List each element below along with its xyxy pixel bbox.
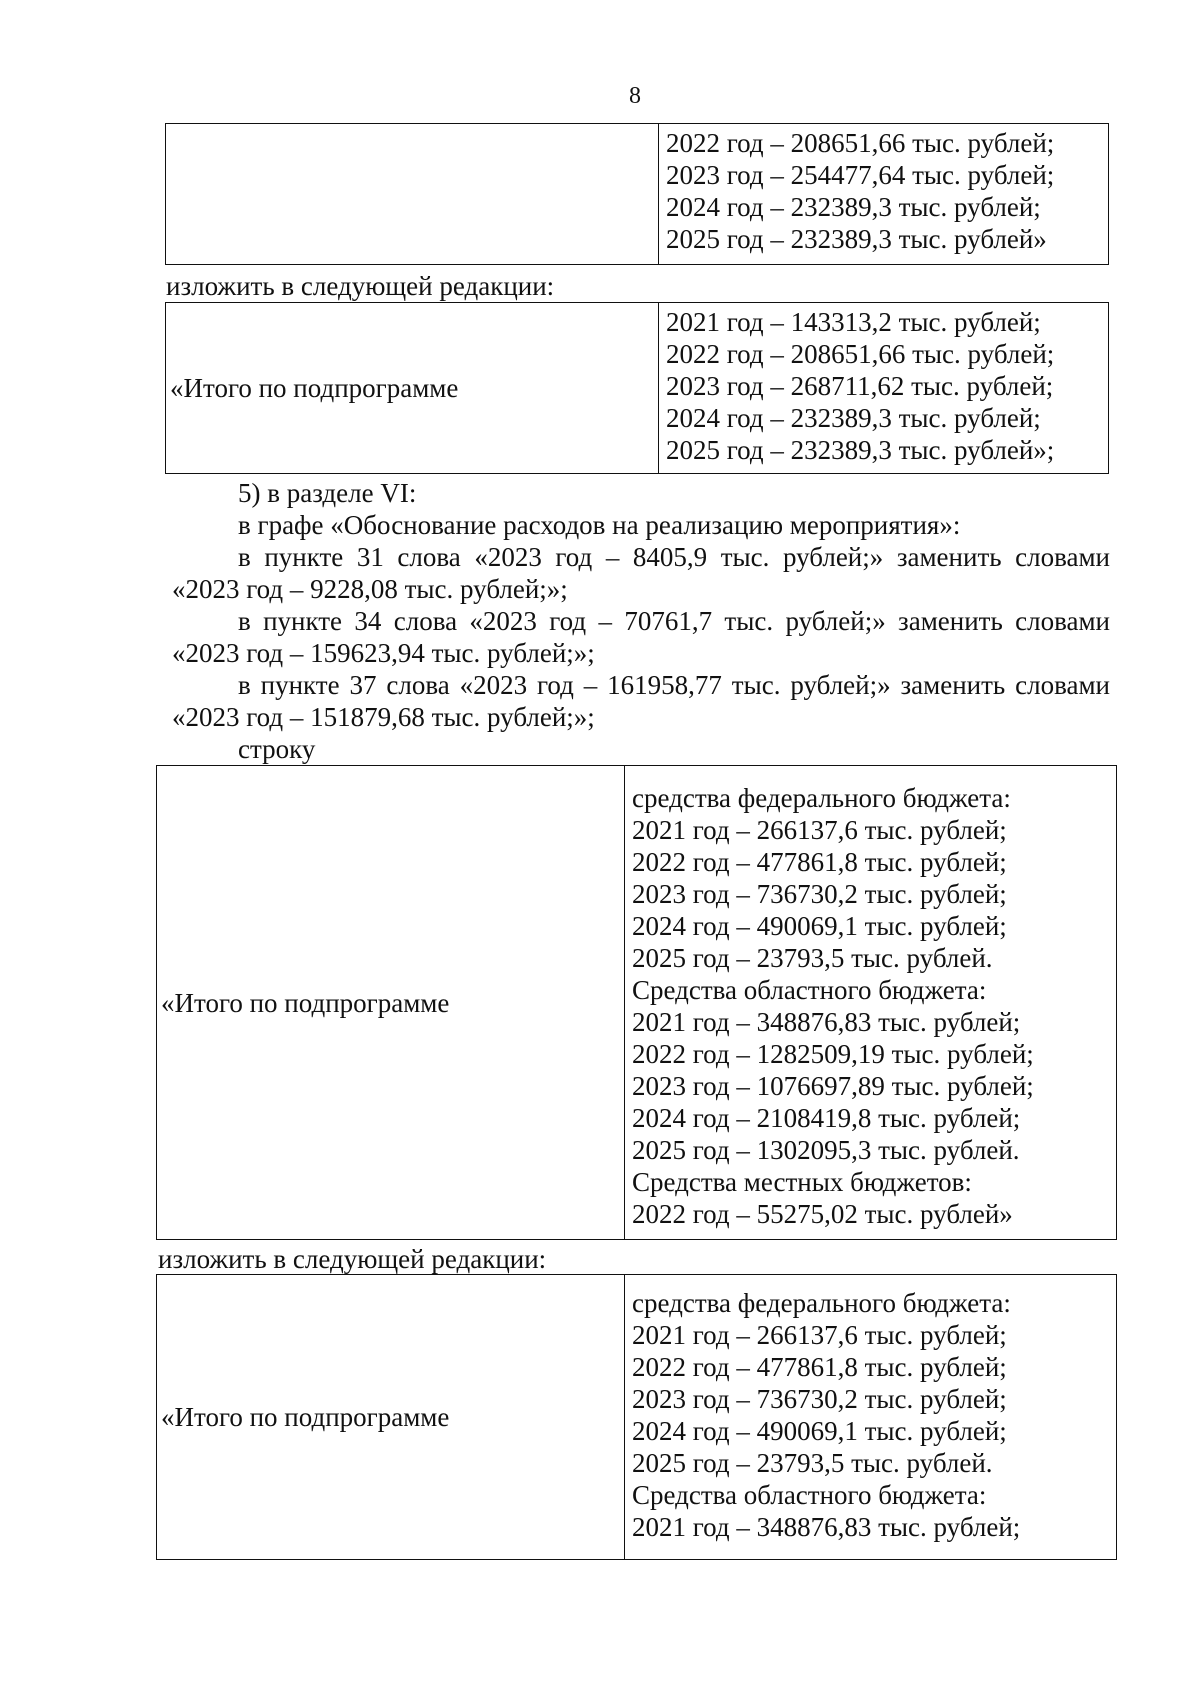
subprogram-total-label: «Итого по подпрограмме: [157, 766, 625, 1240]
budget-line: 2025 год – 23793,5 тыс. рублей.: [632, 1448, 993, 1478]
budget-line: 2022 год – 208651,66 тыс. рублей;: [666, 128, 1055, 158]
budget-line: 2025 год – 1302095,3 тыс. рублей.: [632, 1135, 1020, 1165]
table-new-totals: [165, 302, 1109, 474]
table-new-budget: [156, 1274, 1117, 1560]
budget-line: 2023 год – 736730,2 тыс. рублей;: [632, 1384, 1007, 1414]
budget-line: 2025 год – 232389,3 тыс. рублей»;: [666, 435, 1055, 465]
subprogram-total-label: «Итого по подпрограмме: [166, 303, 659, 474]
budget-line: 2024 год – 232389,3 тыс. рублей;: [666, 403, 1041, 433]
replace-instruction: изложить в следующей редакции:: [166, 271, 555, 301]
paragraph-line: в пункте 31 слова «2023 год – 8405,9 тыс. рублей;» заменить словами: [238, 542, 1110, 572]
budget-line: 2023 год – 268711,62 тыс. рублей;: [666, 371, 1054, 401]
budget-line: Средства областного бюджета:: [632, 975, 987, 1005]
table-left-cell: [166, 124, 659, 265]
paragraph-37: [172, 669, 1110, 733]
subprogram-total-label: «Итого по подпрограмме: [157, 1275, 625, 1560]
section-heading: 5) в разделе VI:: [238, 478, 417, 508]
paragraph-34: [172, 605, 1110, 669]
budget-line: 2024 год – 490069,1 тыс. рублей;: [632, 1416, 1007, 1446]
table-old-budget: [156, 765, 1117, 1240]
budget-line: 2021 год – 266137,6 тыс. рублей;: [632, 815, 1007, 845]
budget-line: 2021 год – 266137,6 тыс. рублей;: [632, 1320, 1007, 1350]
table-right-cell: [625, 766, 1117, 1240]
budget-line: 2022 год – 477861,8 тыс. рублей;: [632, 1352, 1007, 1382]
budget-line: 2024 год – 232389,3 тыс. рублей;: [666, 192, 1041, 222]
budget-line: Средства местных бюджетов:: [632, 1167, 972, 1197]
budget-line: 2024 год – 2108419,8 тыс. рублей;: [632, 1103, 1021, 1133]
budget-line: 2021 год – 143313,2 тыс. рублей;: [666, 307, 1041, 337]
budget-line: 2022 год – 208651,66 тыс. рублей;: [666, 339, 1055, 369]
budget-line: 2024 год – 490069,1 тыс. рублей;: [632, 911, 1007, 941]
table-right-cell: [659, 303, 1109, 474]
budget-line: 2023 год – 1076697,89 тыс. рублей;: [632, 1071, 1034, 1101]
stroku-label: строку: [238, 734, 316, 764]
table-old-totals: [165, 123, 1109, 265]
budget-line: 2022 год – 1282509,19 тыс. рублей;: [632, 1039, 1034, 1069]
paragraph-line: «2023 год – 151879,68 тыс. рублей;»;: [172, 702, 595, 732]
budget-line: 2022 год – 55275,02 тыс. рублей»: [632, 1199, 1013, 1229]
paragraph-line: «2023 год – 9228,08 тыс. рублей;»;: [172, 574, 568, 604]
budget-line: 2022 год – 477861,8 тыс. рублей;: [632, 847, 1007, 877]
budget-line: 2025 год – 232389,3 тыс. рублей»: [666, 224, 1047, 254]
column-note: в графе «Обоснование расходов на реализацию мероприятия»:: [238, 510, 961, 540]
paragraph-31: [172, 541, 1110, 605]
paragraph-line: в пункте 37 слова «2023 год – 161958,77 тыс. рублей;» заменить словами: [238, 670, 1110, 700]
paragraph-line: «2023 год – 159623,94 тыс. рублей;»;: [172, 638, 595, 668]
budget-line: 2023 год – 254477,64 тыс. рублей;: [666, 160, 1055, 190]
budget-line: 2021 год – 348876,83 тыс. рублей;: [632, 1007, 1021, 1037]
budget-line: средства федерального бюджета:: [632, 783, 1011, 813]
budget-line: средства федерального бюджета:: [632, 1288, 1011, 1318]
table-right-cell: [625, 1275, 1117, 1560]
table-right-cell: [659, 124, 1109, 265]
budget-line: 2021 год – 348876,83 тыс. рублей;: [632, 1512, 1021, 1542]
paragraph-line: в пункте 34 слова «2023 год – 70761,7 тыс. рублей;» заменить словами: [238, 606, 1110, 636]
budget-line: 2023 год – 736730,2 тыс. рублей;: [632, 879, 1007, 909]
budget-line: Средства областного бюджета:: [632, 1480, 987, 1510]
replace-instruction: изложить в следующей редакции:: [158, 1244, 547, 1274]
budget-line: 2025 год – 23793,5 тыс. рублей.: [632, 943, 993, 973]
page-number: 8: [629, 83, 641, 109]
